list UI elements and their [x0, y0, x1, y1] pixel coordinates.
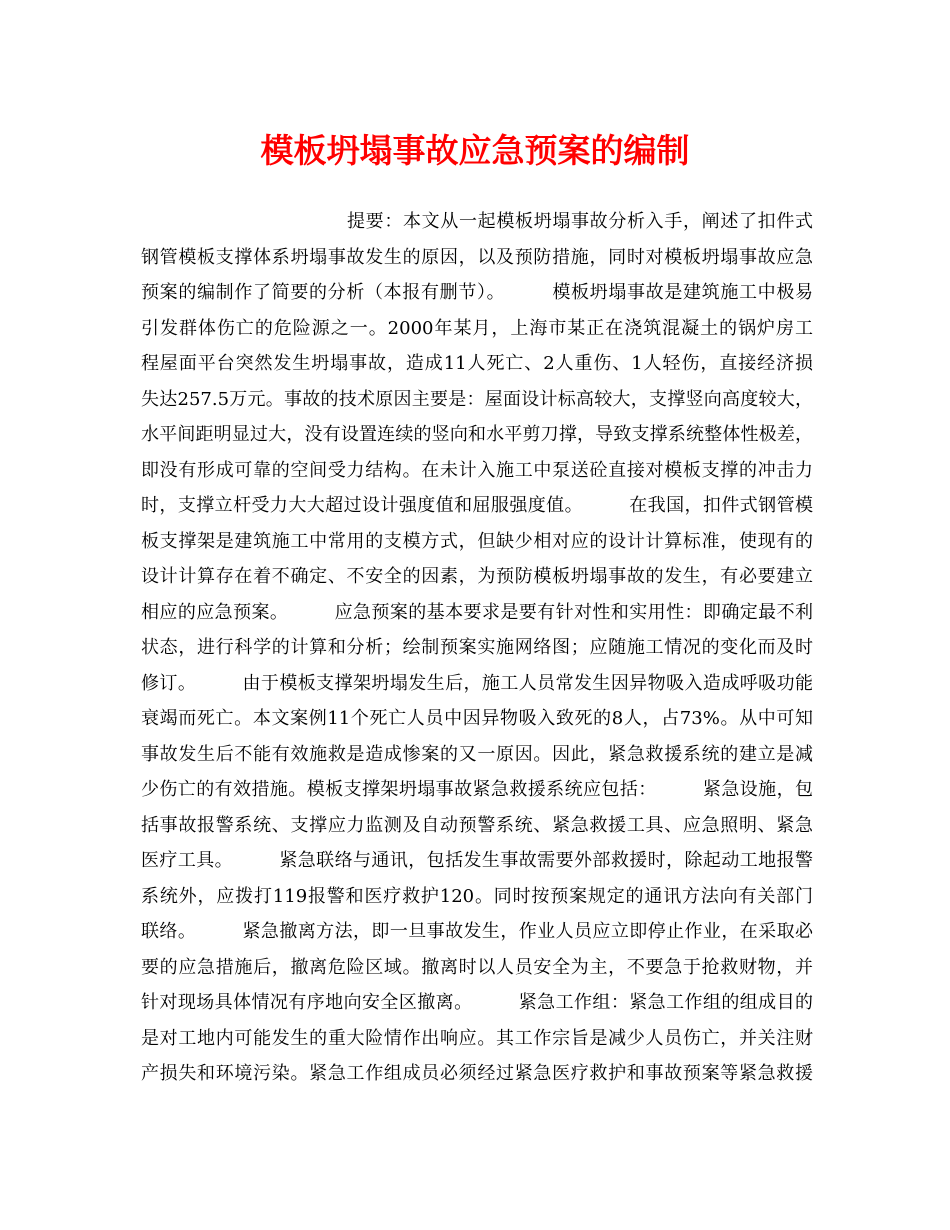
body-line: 预案的编制作了简要的分析（本报有删节）。 模板坍塌事故是建筑施工中极易: [141, 282, 813, 303]
body-line: 引发群体伤亡的危险源之一。2000年某月，上海市某正在浇筑混凝土的锅炉房工: [141, 317, 813, 339]
body-line: 时，支撑立杆受力大大超过设计强度值和屈服强度值。 在我国，扣件式钢管模: [141, 495, 813, 516]
body-line: 要的应急措施后，撤离危险区域。撤离时以人员安全为主，不要急于抢救财物，并: [141, 956, 813, 978]
body-line: 联络。 紧急撤离方法，即一旦事故发生，作业人员应立即停止作业，在采取必: [141, 921, 813, 942]
body-line: 是对工地内可能发生的重大险情作出响应。其工作宗旨是减少人员伤亡，并关注财: [141, 1027, 813, 1049]
document-body: [141, 204, 813, 1092]
body-line: 相应的应急预案。 应急预案的基本要求是要有针对性和实用性：即确定最不利: [141, 601, 813, 623]
body-line: 设计计算存在着不确定、不安全的因素，为预防模板坍塌事故的发生，有必要建立: [141, 566, 813, 587]
body-line: 医疗工具。 紧急联络与通讯，包括发生事故需要外部救援时，除起动工地报警: [141, 850, 813, 871]
body-line: 括事故报警系统、支撑应力监测及自动预警系统、紧急救援工具、应急照明、紧急: [141, 814, 813, 836]
body-line: 失达257.5万元。事故的技术原因主要是：屋面设计标高较大，支撑竖向高度较大，: [141, 388, 813, 410]
body-line: 钢管模板支撑体系坍塌事故发生的原因，以及预防措施，同时对模板坍塌事故应急: [141, 246, 813, 268]
body-line: 系统外，应拨打119报警和医疗救护120。同时按预案规定的通讯方法向有关部门: [141, 885, 813, 907]
document-title: 模板坍塌事故应急预案的编制: [260, 131, 690, 170]
body-line: 衰竭而死亡。本文案例11个死亡人员中因异物吸入致死的8人，占73%。从中可知: [141, 708, 813, 729]
body-line: 少伤亡的有效措施。模板支撑架坍塌事故紧急救援系统应包括： 紧急设施，包: [141, 779, 813, 800]
body-line: 程屋面平台突然发生坍塌事故，造成11人死亡、2人重伤、1人轻伤，直接经济损: [141, 353, 813, 374]
body-line: 即没有形成可靠的空间受力结构。在未计入施工中泵送砼直接对模板支撑的冲击力: [141, 459, 813, 481]
body-line: 针对现场具体情况有序地向安全区撤离。 紧急工作组：紧急工作组的组成目的: [141, 992, 813, 1013]
body-line: 修订。 由于模板支撑架坍塌发生后，施工人员常发生因异物吸入造成呼吸功能: [141, 672, 813, 694]
body-line: 事故发生后不能有效施救是造成惨案的又一原因。因此，紧急救援系统的建立是减: [141, 743, 813, 765]
body-line: 产损失和环境污染。紧急工作组成员必须经过紧急医疗救护和事故预案等紧急救援: [141, 1063, 813, 1084]
body-line: 板支撑架是建筑施工中常用的支模方式，但缺少相对应的设计计算标准，使现有的: [141, 530, 813, 552]
body-line: 水平间距明显过大，没有设置连续的竖向和水平剪刀撑，导致支撑系统整体性极差，: [141, 424, 813, 445]
body-line: 状态，进行科学的计算和分析；绘制预案实施网络图；应随施工情况的变化而及时: [141, 637, 813, 658]
body-line: 提要：本文从一起模板坍塌事故分析入手，阐述了扣件式: [347, 211, 813, 232]
